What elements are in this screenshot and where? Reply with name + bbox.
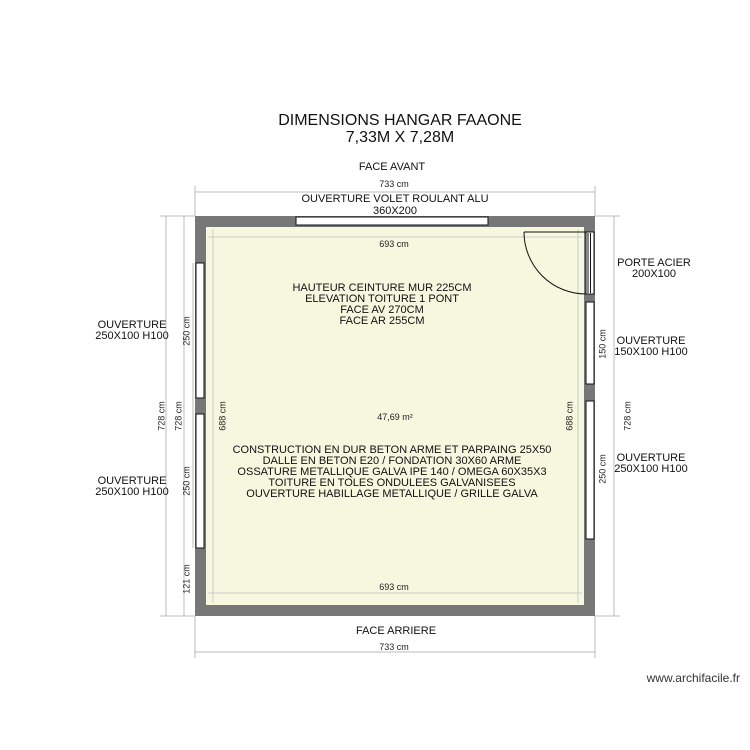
steel-door-label: PORTE ACIER [617, 257, 691, 269]
left-bottom-opening-label: OUVERTURE [97, 475, 167, 487]
height-note-3: FACE AV 270CM [340, 304, 424, 316]
roller-door-size: 360X200 [372, 205, 418, 217]
left-top-opening-size: 250X100 H100 [95, 330, 169, 342]
left-bottom-opening-size: 250X100 H100 [95, 486, 169, 498]
construction-note-5: OUVERTURE HABILLAGE METALLIQUE / GRILLE GALVA [246, 488, 538, 500]
left-top-opening-label: OUVERTURE [97, 319, 167, 331]
dim-right-opening-bottom: 250 cm [597, 454, 608, 484]
construction-note-3: OSSATURE METALLIQUE GALVA IPE 140 / OMEGA 60X35X3 [237, 466, 547, 478]
dim-left-opening-top: 250 cm [181, 316, 192, 346]
right-bottom-opening-label: OUVERTURE [616, 452, 686, 464]
steel-door-size: 200X100 [631, 268, 677, 280]
left-window-bottom [196, 414, 204, 548]
page-subtitle: 7,33M X 7,28M [345, 129, 455, 146]
height-note-1: HAUTEUR CEINTURE MUR 225CM [292, 282, 472, 294]
construction-note-1: CONSTRUCTION EN DUR BETON ARME ET PARPAING 25X50 [232, 444, 552, 456]
right-window-top [586, 302, 594, 384]
height-note-4: FACE AR 255CM [339, 315, 425, 327]
roller-door-label: OUVERTURE VOLET ROULANT ALU [301, 193, 489, 205]
face-rear-label: FACE ARRIERE [355, 625, 437, 637]
right-top-opening-label: OUVERTURE [616, 335, 686, 347]
construction-note-2: DALLE EN BETON E20 / FONDATION 30X60 ARME [262, 455, 522, 467]
height-note-2: ELEVATION TOITURE 1 PONT [305, 293, 459, 305]
right-top-opening-size: 150X100 H100 [614, 346, 688, 358]
dim-left-outer: 728 cm [156, 401, 167, 431]
dim-top-outer: 733 cm [379, 179, 409, 189]
right-bottom-opening-size: 250X100 H100 [614, 463, 688, 475]
roller-door-opening [296, 217, 488, 225]
face-front-label: FACE AVANT [358, 161, 426, 173]
dim-right-outer: 728 cm [622, 401, 633, 431]
dim-left-mid: 728 cm [173, 401, 184, 431]
left-window-top [196, 263, 204, 398]
watermark: www.archifacile.fr [646, 671, 740, 685]
dim-left-opening-bottom: 250 cm [181, 466, 192, 496]
page-title: DIMENSIONS HANGAR FAAONE [278, 112, 522, 129]
dim-left-remainder: 121 cm [181, 564, 192, 594]
area-label: 47,69 m² [377, 412, 413, 422]
dim-top-inner: 693 cm [379, 239, 409, 249]
dim-bottom-inner: 693 cm [379, 582, 409, 592]
right-window-bottom [586, 401, 594, 539]
dim-bottom-outer: 733 cm [379, 642, 409, 652]
dim-right-opening-top: 150 cm [597, 329, 608, 359]
dim-left-inner: 688 cm [217, 401, 228, 431]
dim-right-inner: 688 cm [564, 401, 575, 431]
construction-note-4: TOITURE EN TOLES ONDULEES GALVANISEES [268, 477, 516, 489]
